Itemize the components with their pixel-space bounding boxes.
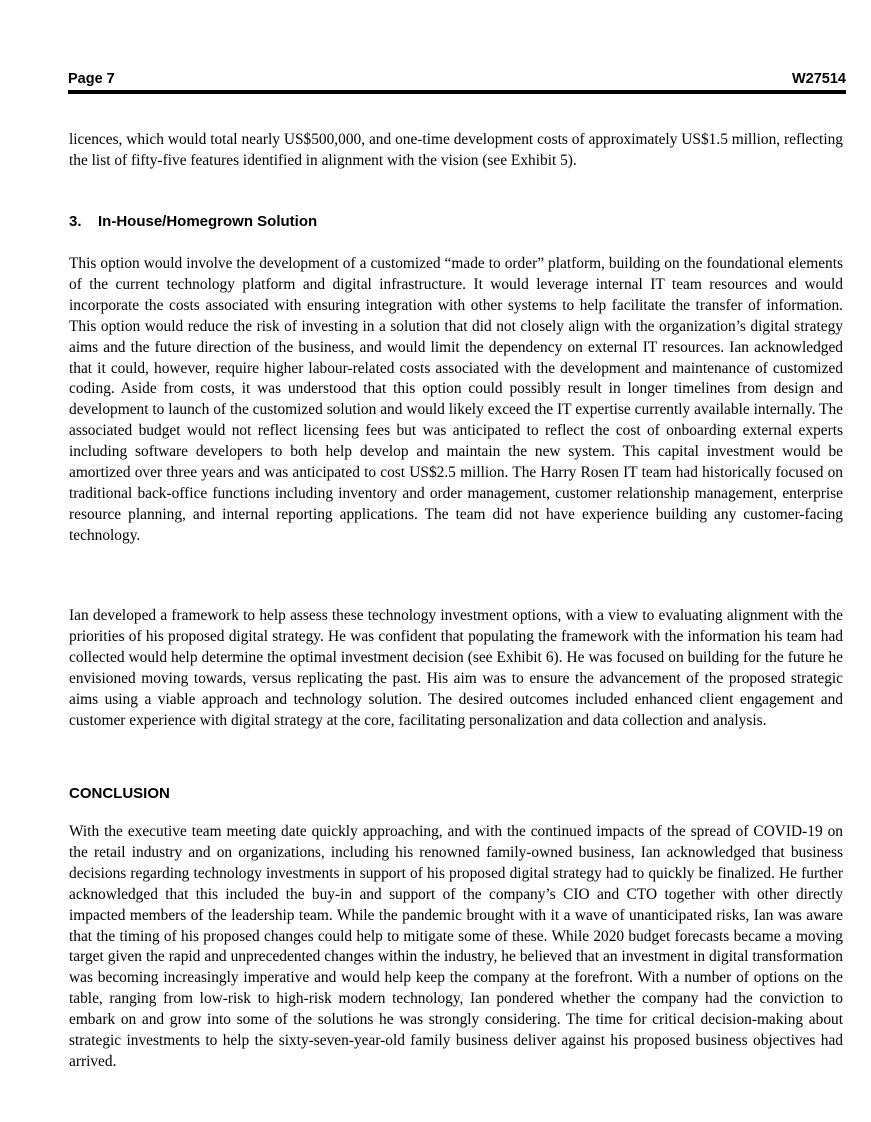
paragraph-in-house-option: This option would involve the development of a customized “made to order” platform, building on the foundational elements of the current technology platform and digital infrastructure. It would leverage internal IT team resources and would incorporate the costs associated with ensuring integration with other systems to help facilitate the transfer of information. This option would reduce the risk of investing in a solution that did not closely align with the organization’s digital strategy aims and the future direction of the business, and would limit the dependency on external IT resources. Ian acknowledged that it could, however, require higher labour-related costs associated with the development and maintenance of customized coding. Aside from costs, it was understood that this option could possibly result in longer timelines from design and development to launch of the customized solution and would likely exceed the IT expertise currently available internally. The associated budget would not reflect licensing fees but was anticipated to reflect the cost of onboarding external experts including software developers to both help develop and maintain the new system. This capital investment would be amortized over three years and was anticipated to cost US$2.5 million. The Harry Rosen IT team had historically focused on traditional back-office functions including inventory and order management, customer relationship management, enterprise resource planning, and internal reporting applications. The team did not have experience building any customer-facing technology. — [69, 255, 843, 544]
paragraph-licences: licences, which would total nearly US$500,000, and one-time development costs of approximately US$1.5 million, reflecting the list of fifty-five features identified in alignment with the vision (see Exhibit 5). — [69, 131, 843, 169]
page-header — [68, 70, 846, 96]
page-number: Page 7 — [68, 71, 115, 87]
conclusion-heading: CONCLUSION — [69, 785, 170, 802]
section-title: In-House/Homegrown Solution — [98, 213, 318, 230]
paragraph-conclusion: With the executive team meeting date quickly approaching, and with the continued impacts of the spread of COVID-19 on the retail industry and on organizations, including his renowned family-owned business, Ian acknowledged that business decisions regarding technology investments in support of his proposed digital strategy had to quickly be finalized. He further acknowledged that this included the buy-in and support of the company’s CIO and CTO together with other directly impacted members of the leadership team. While the pandemic brought with it a wave of unanticipated risks, Ian was aware that the timing of his proposed changes could help to mitigate some of these. While 2020 budget forecasts became a moving target given the rapid and unprecedented changes within the industry, he believed that an investment in digital transformation was becoming increasingly imperative and would help keep the company at the forefront. With a number of options on the table, ranging from low-risk to high-risk modern technology, Ian pondered whether the company had the conviction to embark on and grow into some of the solutions he was strongly considering. The time for critical decision-making about strategic investments to help the sixty-seven-year-old family business deliver against his proposed business objectives had arrived. — [69, 823, 843, 1070]
paragraph-framework: Ian developed a framework to help assess these technology investment options, with a view to evaluating alignment with the priorities of his proposed digital strategy. He was confident that populating the framework with the information his team had collected would help determine the optimal investment decision (see Exhibit 6). He was focused on building for the future he envisioned moving towards, versus replicating the past. His aim was to ensure the advancement of the proposed strategic aims using a viable approach and technology solution. The desired outcomes included enhanced client engagement and customer experience with digital strategy at the core, facilitating personalization and data collection and analysis. — [69, 607, 843, 729]
case-code: W27514 — [791, 71, 846, 87]
section-number: 3. — [69, 213, 82, 230]
section-heading-in-house-solution — [69, 213, 317, 230]
header-rule — [68, 90, 846, 94]
